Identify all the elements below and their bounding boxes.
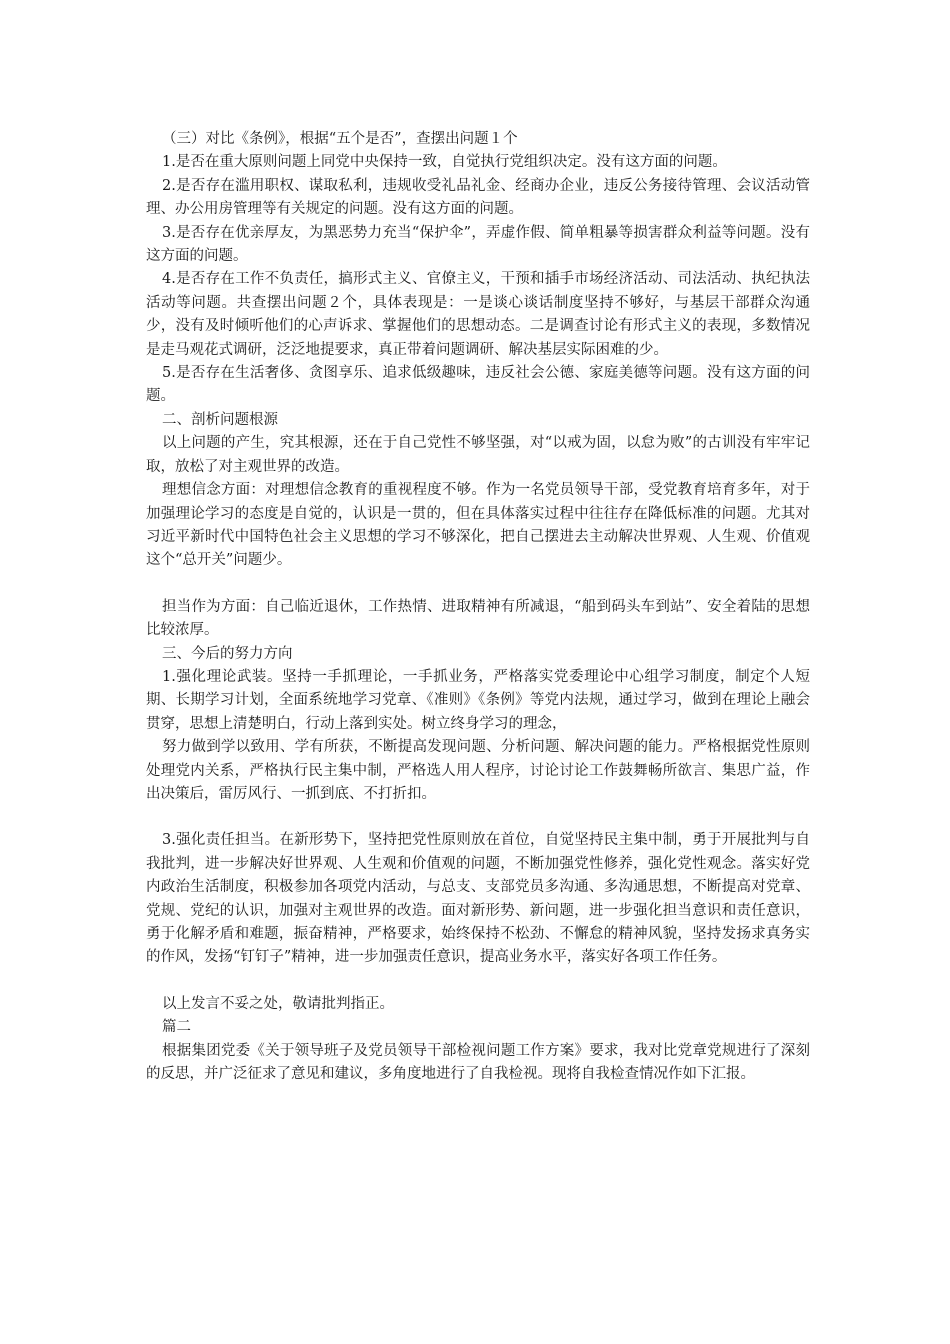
section-heading-part-two: 篇二 [162,1019,191,1036]
paragraph-section-3-heading: （三）对比《条例》，根据“五个是否”，查摆出问题１个 [162,131,518,147]
paragraph-strengthen-responsibility: 3.强化责任担当。在新形势下，坚持把党性原则放在首位，自觉坚持民主集中制，勇于开展批判与自我批判，进一步解决好世界观、人生观和价值观的问题，不断加强党性修养，强化党性观念。落实好党内政治生活制度，积极参加各项党内活动，与总支、支部党员多沟通、多沟通思想，不断提高对党章、党规、党纪的认识，加强对主观世界的改造。面对新形势、新问题，进一步强化担当意识和责任意识，勇于化解矛盾和难题，振奋精神，严格要求，始终保持不松劲、不懈怠的精神风貌，坚持发扬求真务实的作风，发扬“钉钉子”精神，进一步加强责任意识，提高业务水平，落实好各项工作任务。 [146,832,810,966]
paragraph-theory-study: 1.强化理论武装。坚持一手抓理论，一手抓业务，严格落实党委理论中心组学习制度，制定个人短期、长期学习计划，全面系统地学习党章、《准则》《条例》等党内法规，通过学习，做到在理论上融会贯穿，思想上清楚明白，行动上落到实处。树立终身学习的理念， [146,668,810,732]
paragraph-item-1: 1.是否在重大原则问题上同党中央保持一致，自觉执行党组织决定。没有这方面的问题。 [162,154,727,171]
paragraph-item-5: 5.是否存在生活奢侈、贪图享乐、追求低级趣味，违反社会公德、家庭美德等问题。没有这方面的问题。 [146,365,810,405]
paragraph-part-two-intro: 根据集团党委《关于领导班子及党员领导干部检视问题工作方案》要求，我对比党章党规进行了深刻的反思，并广泛征求了意见和建议，多角度地进行了自我检视。现将自我检查情况作如下汇报。 [146,1042,810,1083]
paragraph-item-2: 2.是否存在滥用职权、谋取私利，违规收受礼品礼金、经商办企业，违反公务接待管理、会议活动管理、办公用房管理等有关规定的问题。没有这方面的问题。 [146,177,810,218]
paragraph-root-cause-intro: 以上问题的产生，究其根源，还在于自己党性不够坚强，对“以戒为固，以怠为败”的古训没有牢牢记取，放松了对主观世界的改造。 [146,435,810,475]
paragraph-ideals-beliefs: 理想信念方面：对理想信念教育的重视程度不够。作为一名党员领导干部，受党教育培育多年，对于加强理论学习的态度是自觉的，认识是一贯的，但在具体落实过程中往往存在降低标准的问题。尤其对习近平新时代中国特色社会主义思想的学习不够深化，把自己摆进去主动解决世界观、人生观、价值观这个“总开关”问题少。 [146,482,810,569]
paragraph-closing-remark: 以上发言不妥之处，敬请批判指正。 [162,995,394,1012]
paragraph-item-4: 4.是否存在工作不负责任，搞形式主义、官僚主义，干预和插手市场经济活动、司法活动、执纪执法活动等问题。共查摆出问题２个，具体表现是：一是谈心谈话制度坚持不够好，与基层干部群众沟通少，没有及时倾听他们的心声诉求、掌握他们的思想动态。二是调查讨论有形式主义的表现，多数情况是走马观花式调研，泛泛地提要求，真正带着问题调研、解决基层实际困难的少。 [146,271,810,358]
section-heading-future-direction: 三、今后的努力方向 [162,645,293,662]
paragraph-apply-learning: 努力做到学以致用、学有所获，不断提高发现问题、分析问题、解决问题的能力。严格根据党性原则处理党内关系，严格执行民主集中制，严格选人用人程序，讨论讨论工作鼓舞畅所欲言、集思广益，作出决策后，雷厉风行、一抓到底、不打折扣。 [146,739,810,802]
section-heading-root-cause: 二、剖析问题根源 [162,411,278,428]
paragraph-item-3: 3.是否存在优亲厚友，为黑恶势力充当“保护伞”，弄虚作假、简单粗暴等损害群众利益等问题。没有这方面的问题。 [146,224,810,265]
paragraph-responsibility: 担当作为方面：自己临近退休，工作热情、进取精神有所减退，“船到码头车到站”、安全着陆的思想比较浓厚。 [146,598,810,639]
